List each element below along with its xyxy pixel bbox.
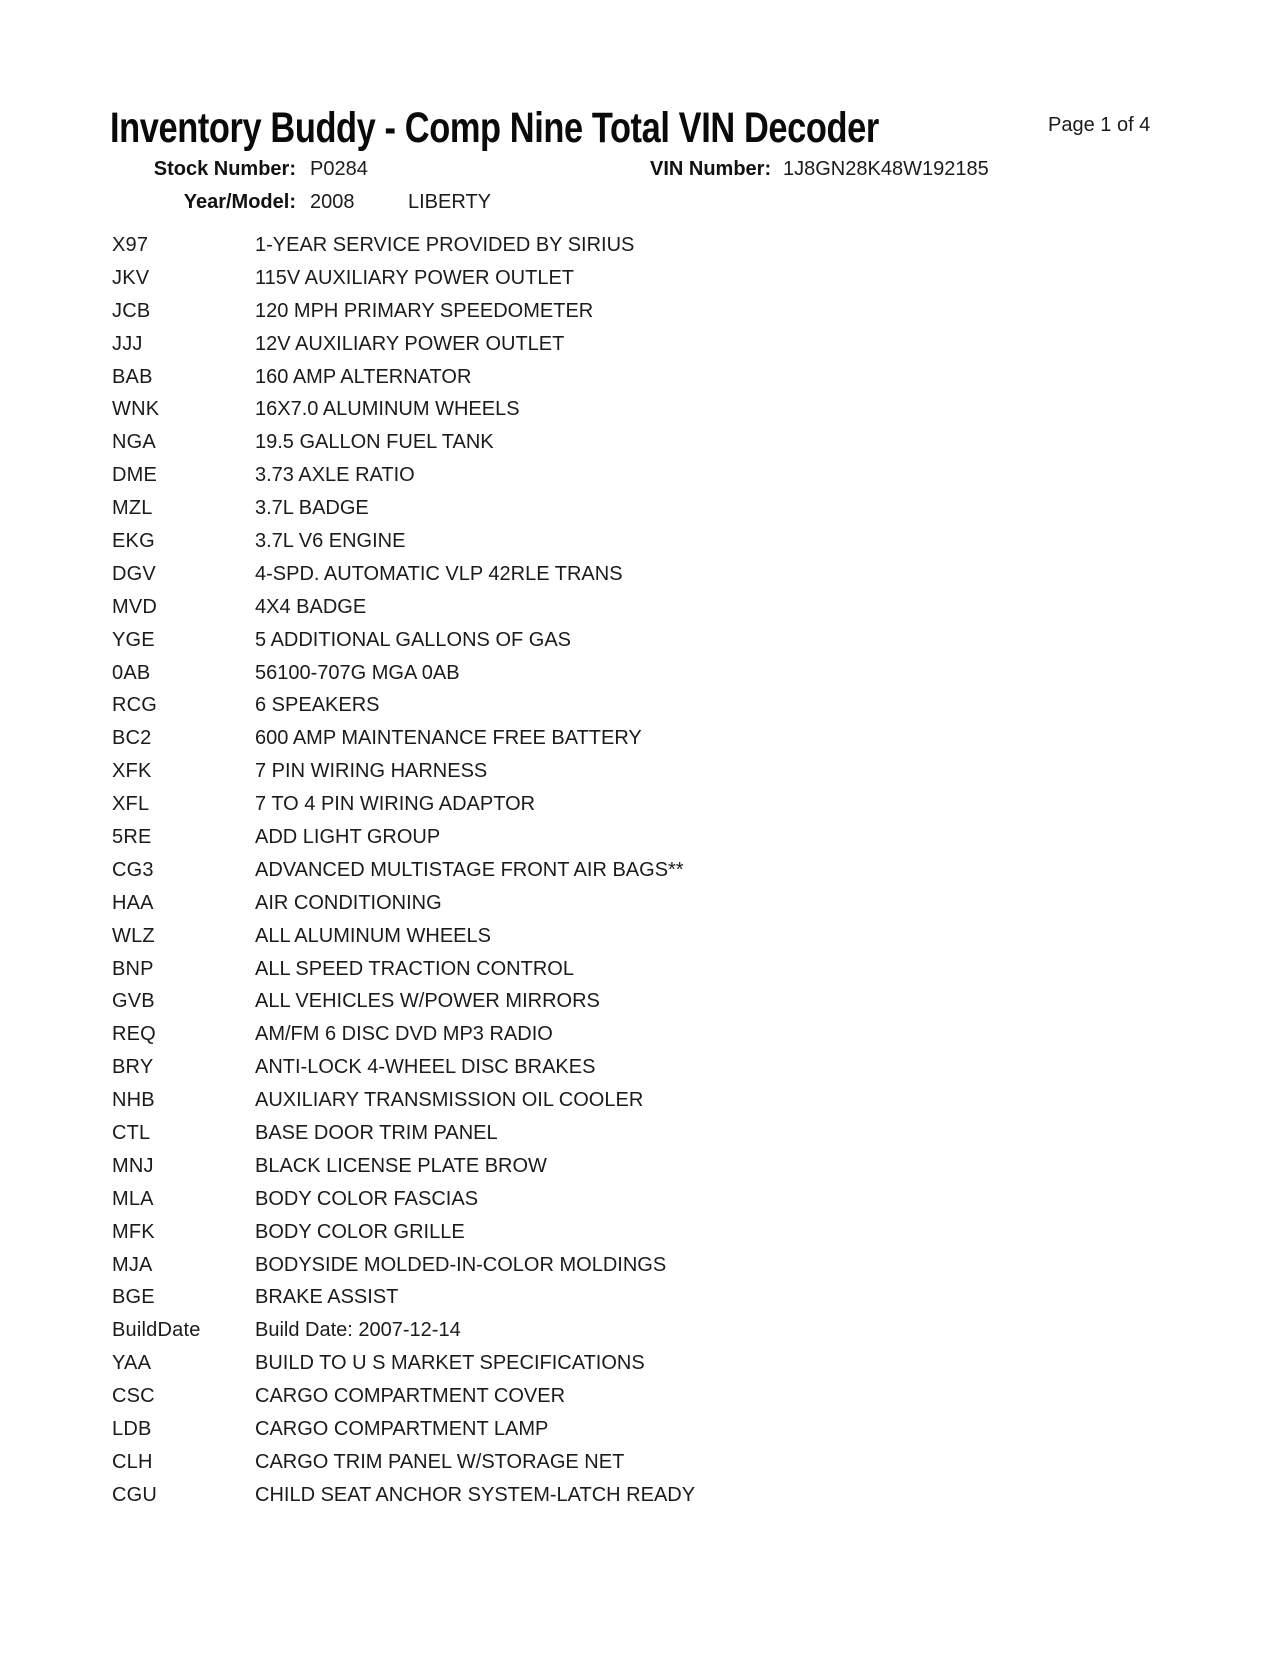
stock-number-value: P0284 bbox=[310, 158, 368, 180]
option-row bbox=[112, 953, 1280, 986]
option-description: ALL VEHICLES W/POWER MIRRORS bbox=[255, 990, 600, 1013]
option-code: BRY bbox=[112, 1056, 154, 1079]
option-row bbox=[112, 821, 1280, 854]
option-description: BODY COLOR GRILLE bbox=[255, 1220, 465, 1243]
option-description: BRAKE ASSIST bbox=[255, 1286, 399, 1309]
option-code: NGA bbox=[112, 431, 156, 454]
option-code: MZL bbox=[112, 497, 153, 520]
option-code: EKG bbox=[112, 529, 155, 552]
option-code: CGU bbox=[112, 1483, 158, 1506]
option-row bbox=[112, 1216, 1280, 1249]
option-code: 5RE bbox=[112, 825, 152, 848]
option-row bbox=[112, 426, 1280, 459]
option-code: XFK bbox=[112, 760, 152, 783]
option-code: WLZ bbox=[112, 924, 155, 947]
option-description: 115V AUXILIARY POWER OUTLET bbox=[255, 266, 575, 289]
option-description: ALL ALUMINUM WHEELS bbox=[255, 924, 491, 947]
option-description: AIR CONDITIONING bbox=[255, 891, 442, 914]
option-description: CARGO TRIM PANEL W/STORAGE NET bbox=[255, 1450, 625, 1473]
option-description: 5 ADDITIONAL GALLONS OF GAS bbox=[255, 628, 572, 651]
vin-number-label: VIN Number: bbox=[650, 158, 772, 180]
option-description: ALL SPEED TRACTION CONTROL bbox=[255, 957, 574, 980]
option-code: CSC bbox=[112, 1385, 155, 1408]
page-number: Page 1 of 4 bbox=[1048, 114, 1151, 136]
option-row bbox=[112, 1084, 1280, 1117]
option-row bbox=[112, 1150, 1280, 1183]
option-code: X97 bbox=[112, 233, 149, 256]
option-row bbox=[112, 1117, 1280, 1150]
option-row bbox=[112, 262, 1280, 295]
option-row bbox=[112, 657, 1280, 690]
option-description: 600 AMP MAINTENANCE FREE BATTERY bbox=[255, 727, 642, 750]
option-code: MVD bbox=[112, 595, 158, 618]
option-description: 160 AMP ALTERNATOR bbox=[255, 365, 472, 388]
option-row bbox=[112, 1249, 1280, 1282]
option-description: ADVANCED MULTISTAGE FRONT AIR BAGS** bbox=[255, 858, 684, 881]
option-description: CARGO COMPARTMENT LAMP bbox=[255, 1418, 549, 1440]
option-row bbox=[112, 887, 1280, 920]
option-row bbox=[112, 393, 1280, 426]
option-code-list bbox=[0, 229, 1280, 1512]
option-description: 7 TO 4 PIN WIRING ADAPTOR bbox=[255, 793, 536, 816]
option-code: MJA bbox=[112, 1253, 153, 1276]
option-code: WNK bbox=[112, 398, 160, 421]
option-code: LDB bbox=[112, 1418, 152, 1440]
option-row bbox=[112, 722, 1280, 755]
option-row bbox=[112, 1380, 1280, 1413]
option-row bbox=[112, 788, 1280, 821]
option-description: 4X4 BADGE bbox=[255, 595, 367, 618]
option-row bbox=[112, 558, 1280, 591]
option-description: 3.7L V6 ENGINE bbox=[255, 529, 406, 552]
option-row bbox=[112, 689, 1280, 722]
year-value: 2008 bbox=[310, 191, 355, 213]
option-row bbox=[112, 1314, 1280, 1347]
option-row bbox=[112, 591, 1280, 624]
option-description: ANTI-LOCK 4-WHEEL DISC BRAKES bbox=[255, 1056, 596, 1079]
option-row bbox=[112, 624, 1280, 657]
option-row bbox=[112, 295, 1280, 328]
option-description: BODYSIDE MOLDED-IN-COLOR MOLDINGS bbox=[255, 1253, 667, 1276]
option-code: 0AB bbox=[112, 661, 151, 684]
option-code: CG3 bbox=[112, 858, 154, 881]
option-row bbox=[112, 985, 1280, 1018]
option-description: 56100-707G MGA 0AB bbox=[255, 661, 460, 684]
option-description: 120 MPH PRIMARY SPEEDOMETER bbox=[255, 299, 594, 322]
option-description: BODY COLOR FASCIAS bbox=[255, 1187, 479, 1210]
option-description: Build Date: 2007-12-14 bbox=[255, 1319, 461, 1342]
option-description: 7 PIN WIRING HARNESS bbox=[255, 760, 488, 783]
option-code: JJJ bbox=[112, 332, 143, 355]
option-row bbox=[112, 755, 1280, 788]
option-code: BGE bbox=[112, 1286, 155, 1309]
option-description: 16X7.0 ALUMINUM WHEELS bbox=[255, 398, 520, 421]
option-code: DGV bbox=[112, 562, 156, 585]
option-code: BNP bbox=[112, 957, 154, 980]
option-code: MNJ bbox=[112, 1154, 154, 1177]
option-row bbox=[112, 1183, 1280, 1216]
option-code: YAA bbox=[112, 1352, 152, 1375]
option-description: BLACK LICENSE PLATE BROW bbox=[255, 1154, 547, 1177]
option-code: BC2 bbox=[112, 727, 152, 750]
option-row bbox=[112, 1282, 1280, 1315]
option-code: DME bbox=[112, 464, 158, 487]
option-description: AM/FM 6 DISC DVD MP3 RADIO bbox=[255, 1023, 553, 1046]
option-description: CARGO COMPARTMENT COVER bbox=[255, 1385, 566, 1408]
option-description: BUILD TO U S MARKET SPECIFICATIONS bbox=[255, 1352, 645, 1375]
option-code: REQ bbox=[112, 1023, 156, 1046]
option-code: GVB bbox=[112, 990, 155, 1013]
year-model-label: Year/Model: bbox=[183, 191, 296, 213]
option-description: 6 SPEAKERS bbox=[255, 694, 380, 717]
option-row bbox=[112, 328, 1280, 361]
option-code: MLA bbox=[112, 1187, 154, 1210]
option-code: YGE bbox=[112, 628, 155, 651]
option-description: 12V AUXILIARY POWER OUTLET bbox=[255, 332, 565, 355]
option-row bbox=[112, 229, 1280, 262]
option-code: BuildDate bbox=[112, 1319, 201, 1342]
option-code: NHB bbox=[112, 1089, 155, 1112]
page-title: Inventory Buddy - Comp Nine Total VIN Decoder bbox=[110, 104, 879, 152]
option-row bbox=[112, 1446, 1280, 1479]
option-code: CTL bbox=[112, 1121, 151, 1144]
option-description: CHILD SEAT ANCHOR SYSTEM-LATCH READY bbox=[255, 1483, 696, 1506]
model-value: LIBERTY bbox=[408, 191, 491, 213]
option-row bbox=[112, 1413, 1280, 1446]
vin-number-value: 1J8GN28K48W192185 bbox=[783, 158, 989, 180]
option-code: BAB bbox=[112, 365, 153, 388]
option-row bbox=[112, 1347, 1280, 1380]
option-row bbox=[112, 459, 1280, 492]
option-row bbox=[112, 1479, 1280, 1512]
option-description: 19.5 GALLON FUEL TANK bbox=[255, 431, 494, 454]
option-description: 3.7L BADGE bbox=[255, 497, 369, 520]
option-description: 3.73 AXLE RATIO bbox=[255, 464, 415, 487]
option-code: JKV bbox=[112, 266, 150, 289]
option-row bbox=[112, 1018, 1280, 1051]
option-row bbox=[112, 492, 1280, 525]
option-row bbox=[112, 1051, 1280, 1084]
option-description: ADD LIGHT GROUP bbox=[255, 825, 441, 848]
option-row bbox=[112, 525, 1280, 558]
option-code: JCB bbox=[112, 299, 151, 322]
option-row bbox=[112, 854, 1280, 887]
option-description: BASE DOOR TRIM PANEL bbox=[255, 1121, 498, 1144]
option-code: CLH bbox=[112, 1450, 153, 1473]
option-code: MFK bbox=[112, 1220, 155, 1243]
option-description: AUXILIARY TRANSMISSION OIL COOLER bbox=[255, 1089, 644, 1112]
option-code: XFL bbox=[112, 793, 150, 816]
option-row bbox=[112, 361, 1280, 394]
option-description: 4-SPD. AUTOMATIC VLP 42RLE TRANS bbox=[255, 562, 623, 585]
option-row bbox=[112, 920, 1280, 953]
option-code: RCG bbox=[112, 694, 158, 717]
option-description: 1-YEAR SERVICE PROVIDED BY SIRIUS bbox=[255, 233, 635, 256]
option-code: HAA bbox=[112, 891, 154, 914]
stock-number-label: Stock Number: bbox=[153, 158, 296, 180]
